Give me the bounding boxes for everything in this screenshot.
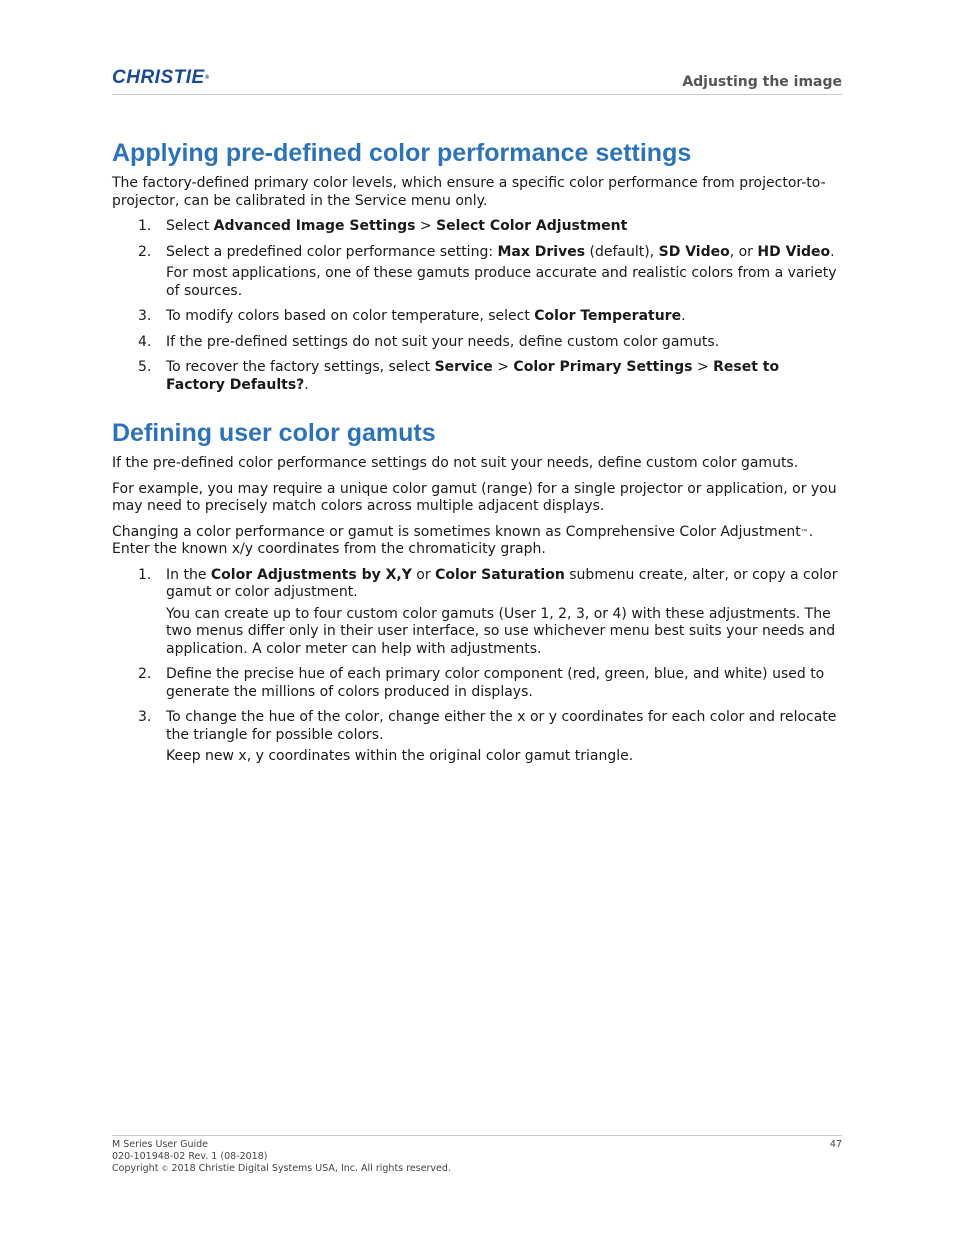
section2-paragraph-3: Changing a color performance or gamut is sometimes known as Comprehensive Color Adjustment™. Enter the known x/y coordinates from the chromaticity graph. — [112, 523, 814, 557]
list-item: 4. If the pre-defined settings do not suit your needs, define custom color gamuts. — [138, 333, 720, 350]
list-item: 5. To recover the factory settings, select Service > Color Primary Settings > Reset to Factory Defaults?. — [138, 359, 780, 393]
section2-paragraph-1: If the pre-defined color performance settings do not suit your needs, define custom color gamuts. — [112, 455, 799, 471]
menu-path: Advanced Image Settings — [213, 218, 416, 234]
list-item: 2. Select a predefined color performance setting: Max Drives (default), SD Video, or HD Video. For most applications, one of these gamuts produce accurate and realistic colors from a variety of sources. — [112, 244, 842, 301]
list-item: 3. To modify colors based on color temperature, select Color Temperature. — [138, 308, 686, 324]
section2-paragraph-2: For example, you may require a unique color gamut (range) for a single projector or application, or you may need to precisely match colors across multiple adjacent displays. — [112, 480, 837, 514]
step-note: For most applications, one of these gamuts produce accurate and realistic colors from a variety of sources. — [166, 265, 837, 299]
menu-path: Select Color Adjustment — [436, 218, 628, 234]
document-page — [112, 0, 842, 1235]
step-note: Keep new x, y coordinates within the original color gamut triangle. — [166, 748, 634, 764]
footer-copyright: Copyright © 2018 Christie Digital Systems USA, Inc. All rights reserved. — [112, 1163, 451, 1174]
section-heading-applying: Applying pre-defined color performance settings — [112, 139, 692, 167]
list-item: 1. In the Color Adjustments by X,Y or Color Saturation submenu create, alter, or copy a color gamut or color adjustment. You can create up to four custom color gamuts (User 1, 2, 3, or 4) with these adjustments. The two menus differ only in their user interface, so use whichever menu best suits your needs and application. A color meter can help with adjustments. — [112, 567, 842, 659]
trademark-symbol: ™ — [800, 527, 809, 537]
footer-guide-title: M Series User Guide — [112, 1139, 209, 1150]
section1-intro: The factory-defined primary color levels, which ensure a specific color performance from projector-to-projector, can be calibrated in the Service menu only. — [112, 175, 826, 209]
page-footer — [112, 1135, 842, 1175]
christie-logo: CHRISTIE® — [112, 67, 210, 88]
list-item: 2. Define the precise hue of each primary color component (red, green, blue, and white) used to generate the millions of colors produced in displays. — [138, 666, 825, 700]
section-label: Adjusting the image — [682, 74, 842, 90]
section2-steps — [112, 567, 842, 766]
list-item: 1. Select Advanced Image Settings > Select Color Adjustment — [138, 218, 628, 234]
footer-doc-number: 020-101948-02 Rev. 1 (08-2018) — [112, 1151, 268, 1162]
page-number: 47 — [829, 1139, 842, 1150]
main-content — [112, 138, 842, 774]
page-header — [112, 66, 842, 95]
step-note: You can create up to four custom color gamuts (User 1, 2, 3, or 4) with these adjustments. The two menus differ only in their user interface, so use whichever menu best suits your needs and application. A color meter can help with adjustments. — [166, 605, 836, 657]
section-heading-defining: Defining user color gamuts — [112, 419, 436, 447]
list-item: 3. To change the hue of the color, change either the x or y coordinates for each color and relocate the triangle for possible colors. Keep new x, y coordinates within the original color gamut triangle. — [112, 709, 842, 766]
section1-steps — [112, 218, 842, 394]
